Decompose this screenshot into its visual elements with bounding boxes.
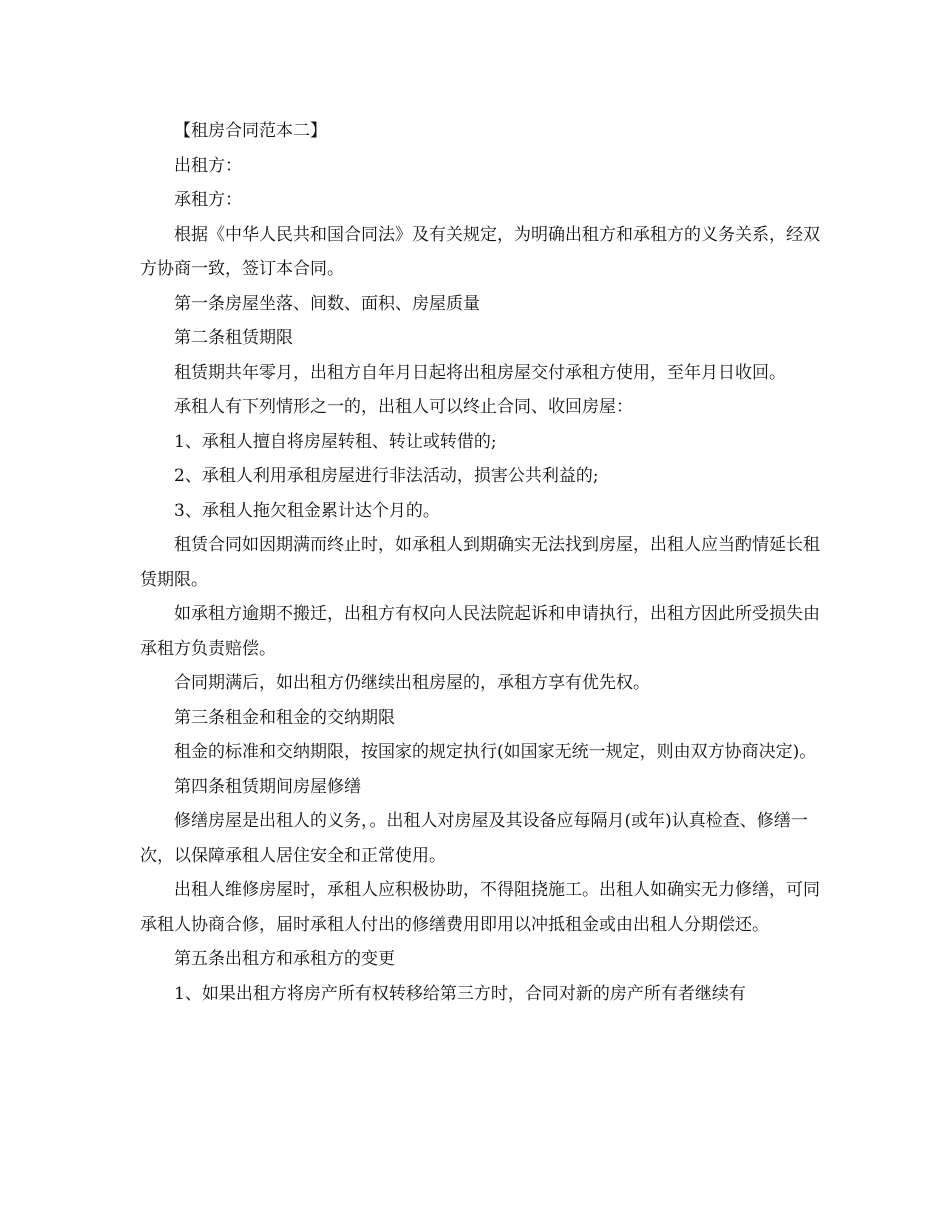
ownership-transfer-paragraph: 1、如果出租方将房产所有权转移给第三方时，合同对新的房产所有者继续有 [174, 983, 746, 1004]
article-4-heading: 第四条租赁期间房屋修缮 [174, 776, 361, 797]
article-3-heading: 第三条租金和租金的交纳期限 [174, 707, 395, 728]
termination-item-1: 1、承租人擅自将房屋转租、转让或转借的; [174, 431, 497, 452]
lease-term-paragraph: 租赁期共年零月，出租方自年月日起将出租房屋交付承租方使用，至年月日收回。 [174, 362, 786, 383]
lessor-line: 出租方： [174, 155, 242, 176]
article-5-heading: 第五条出租方和承租方的变更 [174, 949, 395, 969]
contract-title: 【租房合同范本二】 [174, 121, 327, 141]
repair-duty-paragraph: 修缮房屋是出租人的义务，。出租人对房屋及其设备应每隔月(或年)认真检查、修缮一次，以保障承租人居住安全和正常使用。 [140, 811, 808, 866]
termination-item-3: 3、承租人拖欠租金累计达个月的。 [174, 500, 440, 521]
article-1-heading: 第一条房屋坐落、间数、面积、房屋质量 [174, 293, 480, 314]
extension-paragraph: 租赁合同如因期满而终止时，如承租人到期确实无法找到房屋，出租人应当酌情延长租赁期限。 [140, 535, 820, 590]
lessee-line: 承租方： [174, 190, 242, 210]
document-body [140, 114, 820, 1011]
article-2-heading: 第二条租赁期限 [174, 328, 293, 348]
overdue-move-paragraph: 如承租方逾期不搬迁，出租方有权向人民法院起诉和申请执行，出租方因此所受损失由承租方负责赔偿。 [140, 604, 820, 659]
termination-intro-paragraph: 承租人有下列情形之一的，出租人可以终止合同、收回房屋： [174, 397, 633, 417]
repair-cooperation-paragraph: 出租人维修房屋时，承租人应积极协助，不得阻挠施工。出租人如确实无力修缮，可同承租人协商合修，届时承租人付出的修缮费用即用以冲抵租金或由出租人分期偿还。 [140, 880, 820, 935]
preamble-paragraph: 根据《中华人民共和国合同法》及有关规定，为明确出租方和承租方的义务关系，经双方协商一致，签订本合同。 [140, 224, 820, 279]
termination-item-2: 2、承租人利用承租房屋进行非法活动，损害公共利益的; [174, 466, 599, 486]
priority-paragraph: 合同期满后，如出租方仍继续出租房屋的，承租方享有优先权。 [174, 673, 650, 693]
rent-standard-paragraph: 租金的标准和交纳期限，按国家的规定执行(如国家无统一规定，则由双方协商决定)。 [174, 742, 817, 762]
